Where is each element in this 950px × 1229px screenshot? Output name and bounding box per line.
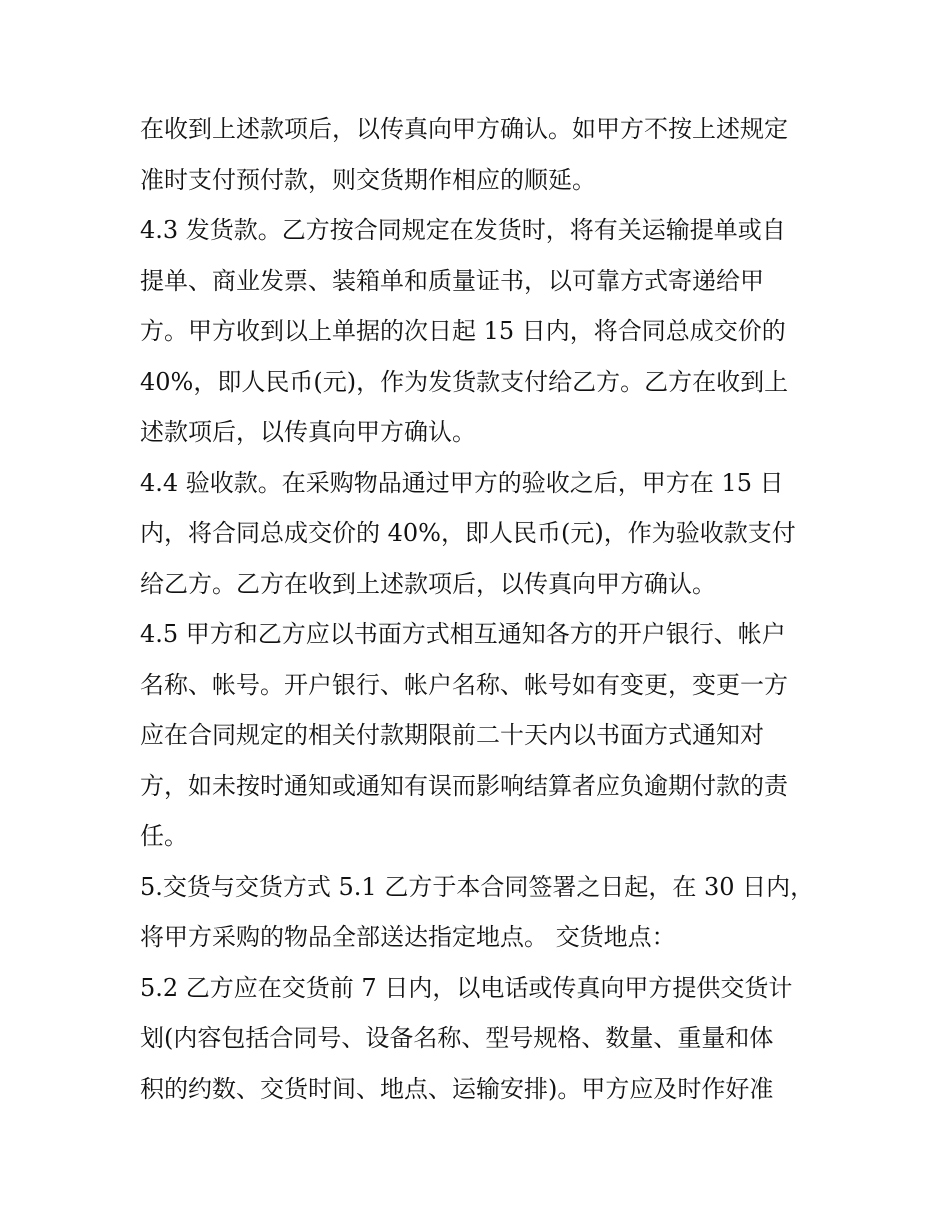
text-line-2: 准时支付预付款，则交货期作相应的顺延。: [140, 166, 596, 194]
text-line-10: 给乙方。乙方在收到上述款项后，以传真向甲方确认。: [140, 570, 716, 598]
text-line-6: 40%，即人民币(元)，作为发货款支付给乙方。乙方在收到上: [140, 368, 789, 396]
text-line-11: 4.5 甲方和乙方应以书面方式相互通知各方的开户银行、帐户: [140, 620, 786, 648]
text-line-5: 方。甲方收到以上单据的次日起 15 日内，将合同总成交价的: [140, 317, 786, 345]
text-line-7: 述款项后，以传真向甲方确认。: [140, 418, 476, 446]
text-line-17: 将甲方采购的物品全部送达指定地点。 交货地点：: [140, 923, 676, 951]
text-line-3: 4.3 发货款。乙方按合同规定在发货时，将有关运输提单或自: [140, 216, 786, 244]
text-line-1: 在收到上述款项后，以传真向甲方确认。如甲方不按上述规定: [140, 115, 788, 143]
text-line-9: 内，将合同总成交价的 40%，即人民币(元)，作为验收款支付: [140, 519, 796, 547]
text-line-13: 应在合同规定的相关付款期限前二十天内以书面方式通知对: [140, 721, 764, 749]
text-line-16: 5.交货与交货方式 5.1 乙方于本合同签署之日起，在 30 日内，: [140, 873, 815, 901]
text-line-15: 任。: [140, 822, 188, 850]
text-line-20: 积的约数、交货时间、地点、运输安排)。甲方应及时作好准: [140, 1075, 774, 1103]
text-line-4: 提单、商业发票、装箱单和质量证书，以可靠方式寄递给甲: [140, 267, 764, 295]
text-line-19: 划(内容包括合同号、设备名称、型号规格、数量、重量和体: [140, 1024, 774, 1052]
text-line-18: 5.2 乙方应在交货前 7 日内，以电话或传真向甲方提供交货计: [140, 974, 793, 1002]
text-line-12: 名称、帐号。开户银行、帐户名称、帐号如有变更，变更一方: [140, 671, 788, 699]
text-line-14: 方，如未按时通知或通知有误而影响结算者应负逾期付款的责: [140, 772, 788, 800]
text-line-8: 4.4 验收款。在采购物品通过甲方的验收之后，甲方在 15 日: [140, 469, 784, 497]
